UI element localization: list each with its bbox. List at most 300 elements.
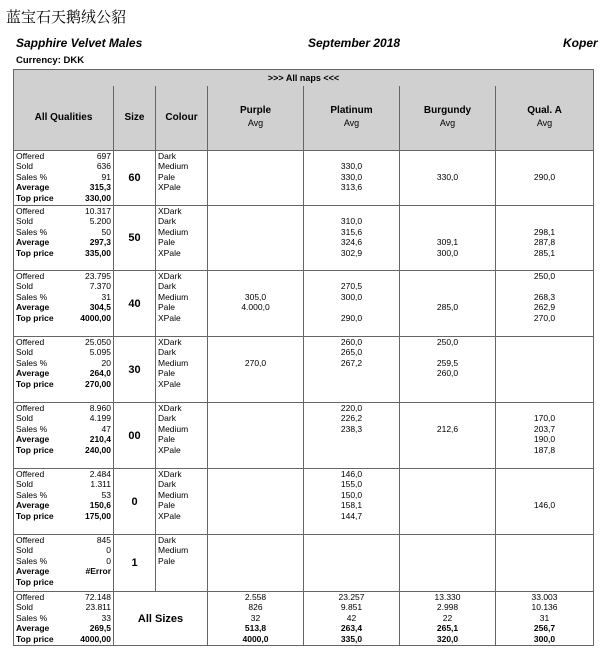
avg-value: 270,0 bbox=[533, 312, 556, 323]
avg-value: 22 bbox=[442, 612, 453, 623]
colour-label: XPale bbox=[158, 444, 181, 455]
stat-line bbox=[16, 193, 113, 203]
avg-value bbox=[496, 281, 593, 291]
col-platinum: Platinum bbox=[330, 104, 373, 116]
burgundy-cell bbox=[400, 535, 496, 592]
stat-label: Average bbox=[16, 623, 50, 634]
colour-label: Dark bbox=[158, 151, 176, 161]
stat-label: Sold bbox=[16, 347, 34, 358]
size-row bbox=[14, 206, 594, 271]
stat-value: 210,4 bbox=[89, 434, 111, 445]
avg-value: 270,5 bbox=[340, 281, 363, 292]
stat-label: Top price bbox=[16, 378, 54, 389]
stat-label: Sales % bbox=[16, 489, 48, 500]
stat-label: Sold bbox=[16, 161, 34, 172]
colour-cell bbox=[156, 271, 208, 337]
avg-value: 32 bbox=[250, 612, 261, 623]
col-colour: Colour bbox=[165, 111, 198, 123]
stat-line bbox=[16, 602, 113, 612]
colour-label: Medium bbox=[158, 161, 189, 172]
stat-line bbox=[16, 347, 113, 357]
stat-label: Sold bbox=[16, 545, 34, 556]
stat-line bbox=[16, 206, 113, 216]
avg-value bbox=[208, 424, 303, 434]
avg-value: 10.136 bbox=[531, 602, 558, 613]
stat-label: Top price bbox=[16, 192, 54, 203]
avg-value bbox=[400, 413, 495, 423]
avg-value: 250,0 bbox=[436, 337, 459, 347]
avg-value bbox=[208, 479, 303, 489]
avg-value bbox=[400, 479, 495, 489]
platinum-cell bbox=[304, 535, 400, 592]
stat-label: Offered bbox=[16, 151, 45, 161]
avg-value: 212,6 bbox=[436, 423, 459, 434]
avg-value: 330,0 bbox=[436, 171, 459, 182]
size-row bbox=[14, 151, 594, 206]
colour-label: Pale bbox=[158, 555, 176, 566]
purple-cell bbox=[208, 206, 304, 271]
avg-value bbox=[208, 347, 303, 357]
avg-value bbox=[400, 556, 495, 566]
platinum-cell bbox=[304, 206, 400, 271]
stat-value: 23.811 bbox=[85, 602, 111, 613]
stat-value: 315,3 bbox=[89, 182, 111, 193]
stat-line bbox=[16, 337, 113, 347]
avg-value bbox=[208, 172, 303, 182]
avg-value bbox=[208, 151, 303, 161]
avg-value: 270,0 bbox=[244, 357, 267, 368]
stat-label: Sales % bbox=[16, 423, 48, 434]
stat-label: Top price bbox=[16, 444, 54, 455]
colour-label: Dark bbox=[158, 281, 176, 292]
avg-value: 513,8 bbox=[244, 623, 267, 634]
purple-cell bbox=[208, 337, 304, 403]
avg-value bbox=[208, 490, 303, 500]
stat-line bbox=[16, 237, 113, 247]
stat-value: 0 bbox=[106, 555, 111, 566]
avg-value bbox=[400, 403, 495, 413]
size-cell: 50 bbox=[114, 206, 156, 271]
colour-label: Medium bbox=[158, 489, 189, 500]
stat-label: Sold bbox=[16, 281, 34, 292]
avg-value: 256,7 bbox=[533, 623, 556, 634]
avg-value: 263,4 bbox=[340, 623, 363, 634]
avg-value bbox=[400, 445, 495, 455]
stats-cell bbox=[14, 469, 114, 535]
avg-value bbox=[304, 193, 399, 203]
stat-line bbox=[16, 545, 113, 555]
avg-value: 265,0 bbox=[340, 347, 363, 358]
colour-label: Dark bbox=[158, 347, 176, 358]
stat-value: 23.795 bbox=[85, 271, 111, 281]
currency-label: Currency: DKK bbox=[16, 55, 85, 66]
avg-value: 260,0 bbox=[340, 337, 363, 347]
stat-line bbox=[16, 302, 113, 312]
stat-value: 5.200 bbox=[89, 216, 111, 227]
col-avg: Avg bbox=[536, 117, 553, 128]
stat-value: 335,00 bbox=[85, 247, 111, 258]
avg-value: 203,7 bbox=[533, 423, 556, 434]
stat-line bbox=[16, 511, 113, 521]
avg-value bbox=[304, 434, 399, 444]
avg-value: 155,0 bbox=[340, 479, 363, 490]
avg-value: 146,0 bbox=[340, 469, 363, 479]
stat-value: 2.484 bbox=[89, 469, 111, 479]
burgundy-cell bbox=[400, 592, 496, 646]
stat-label: Average bbox=[16, 302, 50, 313]
stat-label: Sales % bbox=[16, 555, 48, 566]
avg-value bbox=[208, 535, 303, 545]
stat-label: Sales % bbox=[16, 171, 48, 182]
avg-value: 220,0 bbox=[340, 403, 363, 413]
avg-value: 260,0 bbox=[436, 368, 459, 379]
stat-line bbox=[16, 368, 113, 378]
avg-value bbox=[400, 490, 495, 500]
stat-label: Offered bbox=[16, 206, 45, 216]
platinum-cell bbox=[304, 403, 400, 469]
stat-label: Sales % bbox=[16, 612, 48, 623]
avg-value: 330,0 bbox=[340, 171, 363, 182]
avg-value: 13.330 bbox=[434, 592, 461, 602]
purple-cell bbox=[208, 469, 304, 535]
stat-line bbox=[16, 216, 113, 226]
avg-value bbox=[400, 535, 495, 545]
avg-value bbox=[304, 577, 399, 587]
colour-cell bbox=[156, 535, 208, 592]
avg-value bbox=[496, 151, 593, 161]
all-sizes-label: All Sizes bbox=[114, 592, 208, 646]
stat-value: 270,00 bbox=[85, 378, 111, 389]
avg-value: 9.851 bbox=[340, 602, 363, 613]
report-location: Koper bbox=[563, 36, 598, 50]
avg-value: 2.998 bbox=[436, 602, 459, 613]
col-burgundy: Burgundy bbox=[423, 104, 472, 116]
avg-value bbox=[496, 469, 593, 479]
avg-value bbox=[496, 193, 593, 203]
size-row bbox=[14, 469, 594, 535]
avg-value: 150,0 bbox=[340, 489, 363, 500]
burgundy-cell bbox=[400, 403, 496, 469]
avg-value: 309,1 bbox=[436, 237, 459, 248]
colour-label: Pale bbox=[158, 171, 176, 182]
avg-value bbox=[400, 161, 495, 171]
avg-value bbox=[304, 566, 399, 576]
avg-value: 262,9 bbox=[533, 302, 556, 313]
stat-line bbox=[16, 161, 113, 171]
stat-line bbox=[16, 490, 113, 500]
stat-value: 330,00 bbox=[85, 192, 111, 203]
col-purple: Purple bbox=[239, 104, 272, 116]
col-avg: Avg bbox=[439, 117, 456, 128]
avg-value bbox=[208, 434, 303, 444]
avg-value bbox=[496, 161, 593, 171]
stat-line bbox=[16, 172, 113, 182]
avg-value bbox=[208, 248, 303, 258]
avg-value bbox=[208, 511, 303, 521]
avg-value bbox=[400, 469, 495, 479]
avg-value bbox=[304, 271, 399, 281]
burgundy-cell bbox=[400, 469, 496, 535]
avg-value: 250,0 bbox=[533, 271, 556, 281]
stat-value: 175,00 bbox=[85, 510, 111, 521]
col-avg: Avg bbox=[247, 117, 264, 128]
qual-a-cell bbox=[496, 206, 594, 271]
avg-value bbox=[496, 216, 593, 226]
platinum-cell bbox=[304, 271, 400, 337]
burgundy-cell bbox=[400, 206, 496, 271]
stat-value: 636 bbox=[96, 161, 111, 172]
avg-value bbox=[208, 182, 303, 192]
stat-value: 25.050 bbox=[85, 337, 111, 347]
avg-value bbox=[304, 206, 399, 216]
colour-label: Pale bbox=[158, 237, 176, 248]
avg-value: 2.558 bbox=[244, 592, 267, 602]
stat-value: 31 bbox=[101, 291, 111, 302]
avg-value: 238,3 bbox=[340, 423, 363, 434]
avg-value bbox=[400, 271, 495, 281]
size-row bbox=[14, 271, 594, 337]
avg-value: 259,5 bbox=[436, 357, 459, 368]
avg-value: 187,8 bbox=[533, 444, 556, 455]
avg-value: 324,6 bbox=[340, 237, 363, 248]
colour-label: Dark bbox=[158, 535, 176, 545]
purple-cell bbox=[208, 403, 304, 469]
colour-label: XDark bbox=[158, 206, 182, 216]
avg-value bbox=[208, 556, 303, 566]
stat-line bbox=[16, 566, 113, 576]
avg-value: 4000,0 bbox=[242, 633, 269, 644]
burgundy-cell bbox=[400, 151, 496, 206]
stats-cell bbox=[14, 337, 114, 403]
avg-value: 190,0 bbox=[533, 434, 556, 445]
size-cell: 30 bbox=[114, 337, 156, 403]
stat-line bbox=[16, 434, 113, 444]
stat-label: Top price bbox=[16, 510, 54, 521]
stat-value: 269,5 bbox=[89, 623, 111, 634]
stat-line bbox=[16, 292, 113, 302]
stat-value: 5.095 bbox=[89, 347, 111, 358]
col-avg: Avg bbox=[343, 117, 360, 128]
stat-line bbox=[16, 500, 113, 510]
stat-line bbox=[16, 577, 113, 587]
purple-cell bbox=[208, 535, 304, 592]
avg-value bbox=[304, 379, 399, 389]
stat-value: #Error bbox=[85, 566, 111, 577]
avg-value: 42 bbox=[346, 612, 357, 623]
avg-value: 285,1 bbox=[533, 247, 556, 258]
platinum-cell bbox=[304, 592, 400, 646]
avg-value bbox=[496, 403, 593, 413]
colour-label: XDark bbox=[158, 403, 182, 413]
avg-value bbox=[400, 434, 495, 444]
avg-value: 305,0 bbox=[244, 291, 267, 302]
stat-value: 4000,00 bbox=[80, 312, 111, 323]
colour-label: Medium bbox=[158, 357, 189, 368]
stat-value: 4.199 bbox=[89, 413, 111, 424]
stat-line bbox=[16, 271, 113, 281]
avg-value bbox=[496, 337, 593, 347]
stat-value: 53 bbox=[101, 489, 111, 500]
avg-value: 146,0 bbox=[533, 500, 556, 511]
col-all-qualities: All Qualities bbox=[34, 111, 93, 123]
stat-label: Offered bbox=[16, 271, 45, 281]
colour-label: Dark bbox=[158, 479, 176, 490]
colour-label: XPale bbox=[158, 510, 181, 521]
colour-label: XPale bbox=[158, 247, 181, 258]
avg-value bbox=[496, 368, 593, 378]
stat-line bbox=[16, 592, 113, 602]
stat-line bbox=[16, 535, 113, 545]
avg-value bbox=[208, 445, 303, 455]
avg-value bbox=[208, 227, 303, 237]
stat-line bbox=[16, 379, 113, 389]
colour-label: XDark bbox=[158, 469, 182, 479]
avg-value bbox=[304, 556, 399, 566]
avg-value bbox=[400, 292, 495, 302]
avg-value bbox=[208, 403, 303, 413]
avg-value: 315,6 bbox=[340, 226, 363, 237]
size-cell: 00 bbox=[114, 403, 156, 469]
avg-value bbox=[208, 566, 303, 576]
stat-value: 0 bbox=[106, 545, 111, 556]
stat-value: 297,3 bbox=[89, 237, 111, 248]
avg-value bbox=[496, 379, 593, 389]
stat-line bbox=[16, 469, 113, 479]
avg-value: 330,0 bbox=[340, 161, 363, 172]
stat-label: Sold bbox=[16, 413, 34, 424]
colour-label: Pale bbox=[158, 368, 176, 379]
avg-value: 310,0 bbox=[340, 216, 363, 227]
colour-cell bbox=[156, 403, 208, 469]
avg-value bbox=[496, 490, 593, 500]
qual-a-cell bbox=[496, 403, 594, 469]
stat-value: 304,5 bbox=[89, 302, 111, 313]
stats-cell bbox=[14, 592, 114, 646]
avg-value: 298,1 bbox=[533, 226, 556, 237]
avg-value bbox=[208, 379, 303, 389]
stat-line bbox=[16, 556, 113, 566]
report-period: September 2018 bbox=[308, 36, 401, 50]
stat-line bbox=[16, 413, 113, 423]
size-row bbox=[14, 403, 594, 469]
stat-line bbox=[16, 613, 113, 623]
stat-line bbox=[16, 623, 113, 633]
stat-value: 4000,00 bbox=[80, 633, 111, 644]
avg-value bbox=[208, 271, 303, 281]
stat-label: Sales % bbox=[16, 291, 48, 302]
avg-value bbox=[400, 545, 495, 555]
stat-line bbox=[16, 151, 113, 161]
stat-value: 10.317 bbox=[85, 206, 111, 216]
avg-value bbox=[304, 545, 399, 555]
colour-label: XDark bbox=[158, 337, 182, 347]
avg-value bbox=[208, 545, 303, 555]
avg-value: 290,0 bbox=[340, 312, 363, 323]
colour-label: XPale bbox=[158, 378, 181, 389]
stat-value: 47 bbox=[101, 423, 111, 434]
avg-value bbox=[400, 379, 495, 389]
colour-label: XPale bbox=[158, 182, 181, 193]
platinum-cell bbox=[304, 337, 400, 403]
avg-value bbox=[208, 281, 303, 291]
colour-label: XPale bbox=[158, 312, 181, 323]
avg-value: 33.003 bbox=[531, 592, 558, 602]
stat-label: Sold bbox=[16, 216, 34, 227]
avg-value bbox=[208, 161, 303, 171]
avg-value: 31 bbox=[539, 612, 550, 623]
purple-cell bbox=[208, 592, 304, 646]
avg-value bbox=[208, 313, 303, 323]
avg-value bbox=[208, 368, 303, 378]
stat-label: Offered bbox=[16, 592, 45, 602]
avg-value bbox=[400, 566, 495, 576]
stat-line bbox=[16, 358, 113, 368]
qual-a-cell bbox=[496, 337, 594, 403]
purple-cell bbox=[208, 151, 304, 206]
platinum-cell bbox=[304, 151, 400, 206]
avg-value bbox=[496, 556, 593, 566]
stat-value: 50 bbox=[101, 226, 111, 237]
avg-value: 320,0 bbox=[436, 633, 459, 644]
stat-label: Average bbox=[16, 566, 50, 577]
size-cell: 40 bbox=[114, 271, 156, 337]
colour-label: Medium bbox=[158, 545, 189, 556]
avg-value bbox=[400, 193, 495, 203]
stat-label: Average bbox=[16, 182, 50, 193]
stats-cell bbox=[14, 403, 114, 469]
stat-label: Average bbox=[16, 368, 50, 379]
avg-value bbox=[400, 182, 495, 192]
burgundy-cell bbox=[400, 271, 496, 337]
stat-value: 1.311 bbox=[90, 479, 111, 490]
colour-label: Pale bbox=[158, 500, 176, 511]
avg-value: 158,1 bbox=[340, 500, 363, 511]
qual-a-cell bbox=[496, 469, 594, 535]
stat-value: 72.148 bbox=[85, 592, 111, 602]
purple-cell bbox=[208, 271, 304, 337]
stat-label: Sales % bbox=[16, 357, 48, 368]
colour-cell bbox=[156, 206, 208, 271]
stat-line bbox=[16, 248, 113, 258]
colour-label: Pale bbox=[158, 434, 176, 445]
size-cell: 0 bbox=[114, 469, 156, 535]
avg-value: 285,0 bbox=[436, 302, 459, 313]
stat-line bbox=[16, 281, 113, 291]
stat-line bbox=[16, 313, 113, 323]
stats-cell bbox=[14, 271, 114, 337]
platinum-cell bbox=[304, 469, 400, 535]
avg-value: 826 bbox=[248, 602, 263, 613]
stat-label: Offered bbox=[16, 403, 45, 413]
stat-line bbox=[16, 424, 113, 434]
qual-a-cell bbox=[496, 271, 594, 337]
avg-value: 170,0 bbox=[533, 413, 556, 424]
colour-label: XDark bbox=[158, 271, 182, 281]
avg-value bbox=[304, 445, 399, 455]
avg-value: 300,0 bbox=[340, 291, 363, 302]
stat-line bbox=[16, 479, 113, 489]
size-row bbox=[14, 535, 594, 592]
avg-value bbox=[400, 206, 495, 216]
avg-value: 300,0 bbox=[533, 633, 556, 644]
avg-value bbox=[400, 227, 495, 237]
avg-value bbox=[400, 511, 495, 521]
colour-cell bbox=[156, 151, 208, 206]
stat-line bbox=[16, 634, 113, 644]
stat-label: Top price bbox=[16, 633, 54, 644]
stat-value: 33 bbox=[101, 612, 111, 623]
avg-value bbox=[400, 313, 495, 323]
